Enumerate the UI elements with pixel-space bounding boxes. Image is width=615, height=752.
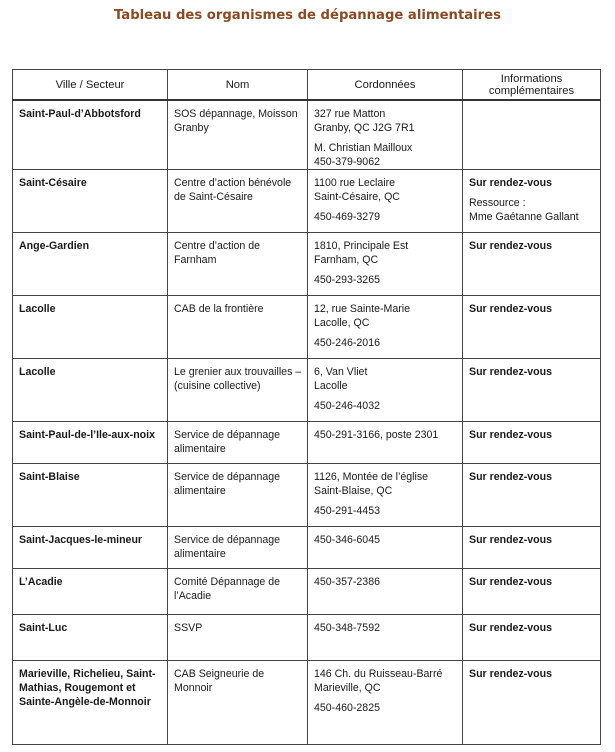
table-row bbox=[13, 233, 601, 296]
cell-coordonnees bbox=[308, 615, 463, 661]
cell-coordonnees bbox=[308, 527, 463, 569]
cell-nom: CAB de la frontière bbox=[168, 296, 308, 359]
coord-line: 450-293-3265 bbox=[314, 274, 380, 286]
cell-ville: Lacolle bbox=[13, 359, 168, 422]
header-ville: Ville / Secteur bbox=[13, 70, 168, 101]
cell-ville: Marieville, Richelieu, Saint-Mathias, Rougemont et Sainte-Angèle-de-Monnoir bbox=[13, 661, 168, 745]
coord-line: 450-291-3166, poste 2301 bbox=[314, 429, 439, 441]
table-row bbox=[13, 296, 601, 359]
food-bank-table bbox=[12, 69, 601, 745]
info-text: Sur rendez-vous bbox=[469, 576, 553, 588]
info-ressource-line: Ressource : bbox=[469, 197, 526, 209]
coord-line: 450-246-2016 bbox=[314, 337, 380, 349]
cell-coordonnees bbox=[308, 170, 463, 233]
coord-line: 450-346-6045 bbox=[314, 534, 380, 546]
cell-nom: Centre d’action bénévole de Saint-Césaire bbox=[168, 170, 308, 233]
coord-line: 450-291-4453 bbox=[314, 505, 380, 517]
table-row bbox=[13, 527, 601, 569]
cell-informations bbox=[463, 233, 601, 296]
info-text: Sur rendez-vous bbox=[469, 177, 553, 189]
coord-line: 450-246-4032 bbox=[314, 400, 380, 412]
table-row bbox=[13, 661, 601, 745]
info-text: Sur rendez-vous bbox=[469, 471, 553, 483]
cell-nom: CAB Seigneurie de Monnoir bbox=[168, 661, 308, 745]
cell-ville: Saint-Blaise bbox=[13, 464, 168, 527]
coord-line: Granby, QC J2G 7R1 bbox=[314, 122, 415, 134]
cell-coordonnees bbox=[308, 100, 463, 170]
cell-ville: Saint-Paul-de-l’Ile-aux-noix bbox=[13, 422, 168, 464]
coord-line: 6, Van Vliet bbox=[314, 366, 368, 378]
header-coordonnees: Cordonnées bbox=[308, 70, 463, 101]
table-row bbox=[13, 464, 601, 527]
coord-line: M. Christian Mailloux bbox=[314, 142, 413, 154]
cell-nom: Le grenier aux trouvailles – (cuisine collective) bbox=[168, 359, 308, 422]
header-nom: Nom bbox=[168, 70, 308, 101]
cell-informations bbox=[463, 615, 601, 661]
coord-line: 450-357-2386 bbox=[314, 576, 380, 588]
cell-nom: Service de dépannage alimentaire bbox=[168, 422, 308, 464]
cell-nom: Service de dépannage alimentaire bbox=[168, 464, 308, 527]
table-header bbox=[13, 70, 601, 101]
cell-ville: Lacolle bbox=[13, 296, 168, 359]
cell-informations bbox=[463, 296, 601, 359]
coord-line: 450-469-3279 bbox=[314, 211, 380, 223]
info-text: Sur rendez-vous bbox=[469, 366, 553, 378]
cell-ville: Saint-Paul-d’Abbotsford bbox=[13, 100, 168, 170]
info-text: Sur rendez-vous bbox=[469, 622, 553, 634]
table-row bbox=[13, 569, 601, 615]
coord-line: Lacolle bbox=[314, 380, 348, 392]
cell-informations bbox=[463, 661, 601, 745]
info-text: Sur rendez-vous bbox=[469, 534, 553, 546]
table-row bbox=[13, 170, 601, 233]
coord-line: 146 Ch. du Ruisseau-Barré bbox=[314, 668, 443, 680]
table-row bbox=[13, 422, 601, 464]
cell-informations bbox=[463, 170, 601, 233]
cell-coordonnees bbox=[308, 464, 463, 527]
cell-coordonnees bbox=[308, 296, 463, 359]
info-text: Sur rendez-vous bbox=[469, 429, 553, 441]
table-row bbox=[13, 100, 601, 170]
coord-line: 450-460-2825 bbox=[314, 702, 380, 714]
coord-line: 1126, Montée de l’église bbox=[314, 471, 429, 483]
header-informations: Informations complémentaires bbox=[463, 70, 601, 101]
coord-line: Saint-Blaise, QC bbox=[314, 485, 393, 497]
coord-line: Marieville, QC bbox=[314, 682, 381, 694]
table-row bbox=[13, 359, 601, 422]
table-body bbox=[13, 100, 601, 745]
cell-nom: Service de dépannage alimentaire bbox=[168, 527, 308, 569]
coord-line: 1100 rue Leclaire bbox=[314, 177, 396, 189]
coord-line: Lacolle, QC bbox=[314, 317, 370, 329]
info-text: Sur rendez-vous bbox=[469, 668, 553, 680]
cell-informations bbox=[463, 527, 601, 569]
cell-coordonnees bbox=[308, 569, 463, 615]
cell-coordonnees bbox=[308, 661, 463, 745]
cell-informations bbox=[463, 422, 601, 464]
coord-line: Saint-Césaire, QC bbox=[314, 191, 400, 203]
coord-line: 450-348-7592 bbox=[314, 622, 380, 634]
coord-line: 1810, Principale Est bbox=[314, 240, 409, 252]
cell-informations bbox=[463, 569, 601, 615]
coord-line: 12, rue Sainte-Marie bbox=[314, 303, 410, 315]
cell-nom: Comité Dépannage de l’Acadie bbox=[168, 569, 308, 615]
cell-ville: Saint-Luc bbox=[13, 615, 168, 661]
info-text: Sur rendez-vous bbox=[469, 240, 553, 252]
table-row bbox=[13, 615, 601, 661]
coord-line: 327 rue Matton bbox=[314, 108, 386, 120]
coord-line: Farnham, QC bbox=[314, 254, 379, 266]
page-title: Tableau des organismes de dépannage alimentaires bbox=[114, 8, 501, 23]
info-ressource-line: Mme Gaétanne Gallant bbox=[469, 211, 579, 223]
cell-nom: SOS dépannage, Moisson Granby bbox=[168, 100, 308, 170]
cell-informations bbox=[463, 359, 601, 422]
cell-coordonnees bbox=[308, 233, 463, 296]
cell-ville: L’Acadie bbox=[13, 569, 168, 615]
cell-ville: Saint-Jacques-le-mineur bbox=[13, 527, 168, 569]
coord-line: 450-379-9062 bbox=[314, 156, 380, 168]
cell-ville: Saint-Césaire bbox=[13, 170, 168, 233]
cell-nom: SSVP bbox=[168, 615, 308, 661]
cell-ville: Ange-Gardien bbox=[13, 233, 168, 296]
cell-nom: Centre d’action de Farnham bbox=[168, 233, 308, 296]
cell-informations bbox=[463, 464, 601, 527]
cell-informations bbox=[463, 100, 601, 170]
cell-coordonnees bbox=[308, 359, 463, 422]
info-text: Sur rendez-vous bbox=[469, 303, 553, 315]
cell-coordonnees bbox=[308, 422, 463, 464]
